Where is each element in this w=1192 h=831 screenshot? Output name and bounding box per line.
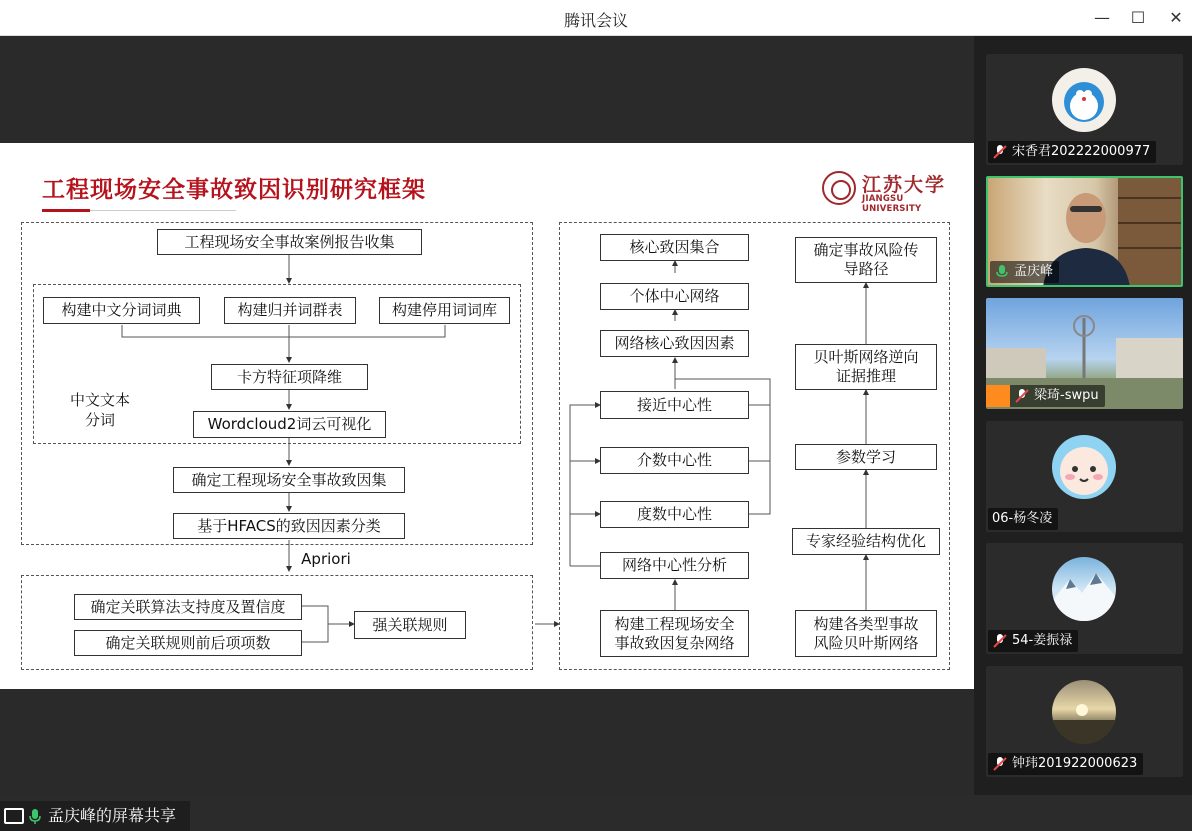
closeness-box: 接近中心性 (600, 391, 749, 419)
build-bayes-network-box: 构建各类型事故 风险贝叶斯网络 (795, 610, 937, 657)
participant-list (974, 36, 1192, 795)
mic-muted-icon (1014, 388, 1030, 404)
support-confidence-box: 确定关联算法支持度及置信度 (74, 594, 302, 620)
degree-box: 度数中心性 (600, 501, 749, 528)
mountain-avatar (1052, 557, 1116, 621)
strong-rules-box: 强关联规则 (354, 611, 466, 639)
share-label: 孟庆峰的屏幕共享 (48, 806, 177, 825)
sunset-avatar (1052, 680, 1116, 744)
build-complex-network-box: 构建工程现场安全 事故致因复杂网络 (600, 610, 749, 657)
participant-name: 宋香君202222000977 (988, 141, 1156, 163)
participant-name: 孟庆峰 (990, 261, 1059, 283)
participant-tile[interactable] (986, 421, 1183, 532)
mic-muted-icon (992, 633, 1008, 649)
user-icon (986, 385, 1010, 407)
expert-structure-box: 专家经验结构优化 (792, 528, 940, 555)
risk-path-box: 确定事故风险传 导路径 (795, 237, 937, 283)
core-cause-set-box: 核心致因集合 (600, 234, 749, 261)
collect-reports-box: 工程现场安全事故案例报告收集 (157, 229, 422, 255)
window-title: 腾讯会议 (563, 11, 628, 30)
mic-muted-icon (992, 144, 1008, 160)
participant-name: 钟玮201922000623 (988, 753, 1143, 775)
wordcloud-box: Wordcloud2词云可视化 (193, 411, 386, 438)
participant-tile[interactable] (986, 543, 1183, 654)
stopwords-box: 构建停用词词库 (379, 297, 510, 324)
participant-name: 54-姜振禄 (988, 630, 1078, 652)
centrality-analysis-box: 网络中心性分析 (600, 552, 749, 579)
participant-tile[interactable] (986, 666, 1183, 777)
minimize-button[interactable]: — (1094, 8, 1110, 27)
doraemon-avatar (1052, 68, 1116, 132)
build-dict-box: 构建中文分词词典 (43, 297, 200, 324)
core-factor-box: 网络核心致因因素 (600, 330, 749, 357)
close-button[interactable]: ✕ (1169, 8, 1183, 27)
logo-chinese: 江苏大学 (862, 174, 947, 196)
title-bar (0, 0, 1192, 36)
mic-on-icon (994, 264, 1010, 280)
participant-tile[interactable] (986, 298, 1183, 409)
parameter-learning-box: 参数学习 (795, 444, 937, 470)
participant-tile-speaking[interactable] (986, 176, 1183, 287)
logo-english: JIANGSU UNIVERSITY (862, 194, 922, 214)
apriori-label: Apriori (301, 550, 351, 568)
rule-items-box: 确定关联规则前后项项数 (74, 630, 302, 656)
betweenness-box: 介数中心性 (600, 447, 749, 474)
mic-on-icon (28, 808, 42, 824)
merge-words-box: 构建归并词群表 (224, 297, 356, 324)
ego-network-box: 个体中心网络 (600, 283, 749, 310)
cause-set-box: 确定工程现场安全事故致因集 (173, 467, 405, 493)
participant-tile[interactable] (986, 54, 1183, 165)
bayes-reverse-box: 贝叶斯网络逆向 证据推理 (795, 344, 937, 390)
presentation-slide (0, 143, 974, 689)
participant-name: 06-杨冬凌 (988, 508, 1058, 530)
screen-share-indicator[interactable] (0, 801, 190, 831)
shared-screen-area (0, 36, 974, 825)
cartoon-avatar (1052, 435, 1116, 499)
slide-title: 工程现场安全事故致因识别研究框架 (42, 177, 426, 203)
chi-square-box: 卡方特征项降维 (211, 364, 368, 390)
participant-name: 梁琦-swpu (986, 385, 1105, 407)
segmentation-label: 中文文本 分词 (69, 391, 130, 429)
maximize-button[interactable]: ☐ (1130, 8, 1146, 27)
hfacs-box: 基于HFACS的致因因素分类 (173, 513, 405, 539)
mic-muted-icon (992, 756, 1008, 772)
screen-share-icon (4, 808, 24, 824)
